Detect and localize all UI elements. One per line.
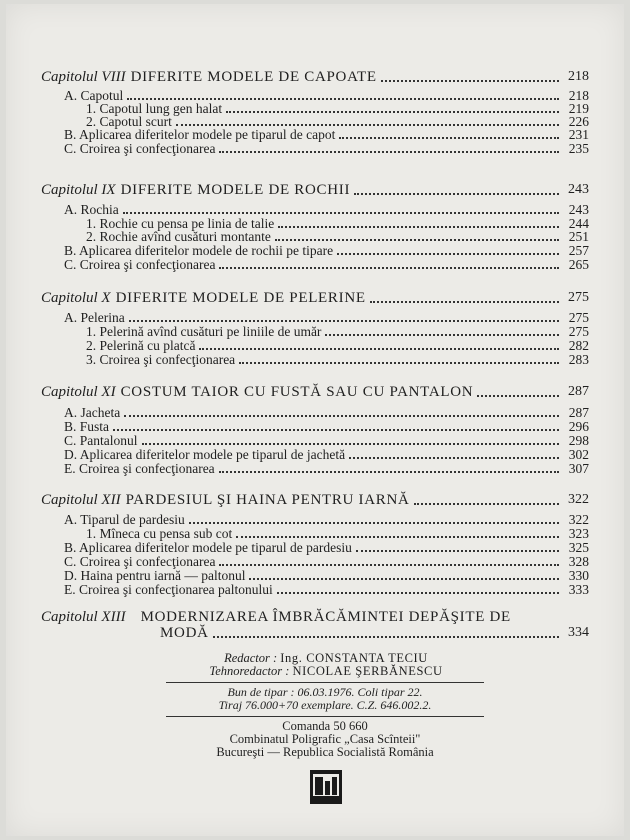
chapter-11-heading xyxy=(41,380,589,400)
credit-label: Tehnoredactor : xyxy=(209,664,290,678)
credit-name: NICOLAE ŞERBĂNESCU xyxy=(292,664,443,678)
toc-entry xyxy=(86,526,589,541)
page-number: 218 xyxy=(568,69,589,84)
page-number: 257 xyxy=(568,243,589,258)
dot-leader xyxy=(354,193,559,195)
dot-leader xyxy=(249,578,559,580)
entry-text: D. Haina pentru iarnă — paltonul xyxy=(64,568,246,583)
page-number: 322 xyxy=(568,512,589,527)
entry-text: 1. Mîneca cu pensa sub cot xyxy=(86,526,233,541)
toc-entry xyxy=(64,582,589,597)
entry-text: A. Pelerina xyxy=(64,310,125,325)
toc-entry xyxy=(64,202,589,217)
order-number: Comanda 50 660 xyxy=(282,719,368,733)
chapter-8-heading xyxy=(41,65,589,85)
page-number: 287 xyxy=(568,405,589,420)
dot-leader xyxy=(113,429,559,431)
divider xyxy=(166,716,484,717)
page-number: 244 xyxy=(568,216,589,231)
toc-entry xyxy=(64,257,589,272)
dot-leader xyxy=(127,98,559,100)
dot-leader xyxy=(356,550,559,552)
toc-entry xyxy=(64,127,589,142)
dot-leader xyxy=(414,503,559,505)
credit-name: Ing. CONSTANTA TECIU xyxy=(280,651,428,665)
toc-entry xyxy=(86,338,589,353)
chapter-label: Capitolul XII xyxy=(41,492,121,508)
toc-entry xyxy=(64,141,589,156)
dot-leader xyxy=(370,301,559,303)
entry-text: C. Pantalonul xyxy=(64,433,138,448)
chapter-10-heading xyxy=(41,286,589,306)
page-number: 328 xyxy=(568,554,589,569)
toc-entry xyxy=(64,568,589,583)
dot-leader xyxy=(226,111,559,113)
entry-text: A. Rochia xyxy=(64,202,119,217)
entry-text: D. Aplicarea diferitelor modele pe tiparul de jachetă xyxy=(64,447,346,462)
dot-leader xyxy=(129,320,559,322)
toc-entry xyxy=(64,540,589,555)
dot-leader xyxy=(219,267,559,269)
dot-leader xyxy=(381,80,559,82)
toc-entry xyxy=(64,461,589,476)
entry-text: 2. Rochie avînd cusături montante xyxy=(86,229,271,244)
dot-leader xyxy=(124,415,559,417)
entry-text: 1. Rochie cu pensa pe linia de talie xyxy=(86,216,275,231)
print-info-line: Tiraj 76.000+70 exemplare. C.Z. 646.002.2. xyxy=(218,698,432,712)
chapter-title: PARDESIUL ŞI HAINA PENTRU IARNĂ xyxy=(125,492,410,508)
page-number: 282 xyxy=(568,338,589,353)
dot-leader xyxy=(219,471,559,473)
page-number: 298 xyxy=(568,433,589,448)
entry-text: 3. Croirea şi confecţionarea xyxy=(86,352,236,367)
page-number: 287 xyxy=(568,384,589,399)
page-number: 275 xyxy=(568,324,589,339)
dot-leader xyxy=(275,239,559,241)
dot-leader xyxy=(325,334,559,336)
chapter-title: DIFERITE MODELE DE CAPOATE xyxy=(130,69,377,85)
entry-text: B. Fusta xyxy=(64,419,110,434)
dot-leader xyxy=(278,226,559,228)
toc-entry xyxy=(64,512,589,527)
page-number: 322 xyxy=(568,492,589,507)
chapter-title: DIFERITE MODELE DE ROCHII xyxy=(120,182,351,198)
page-number: 226 xyxy=(568,114,589,129)
toc-entry xyxy=(64,310,589,325)
toc-entry xyxy=(64,554,589,569)
page-number: 323 xyxy=(568,526,589,541)
chapter-12-heading xyxy=(41,488,589,508)
printer-name: Combinatul Poligrafic „Casa Scînteii" xyxy=(229,732,421,746)
dot-leader xyxy=(339,137,559,139)
print-info-line: Bun de tipar : 06.03.1976. Coli tipar 22. xyxy=(227,685,423,699)
entry-text: A. Jacheta xyxy=(64,405,121,420)
page-number: 231 xyxy=(568,127,589,142)
page-number: 251 xyxy=(568,229,589,244)
printer-location: Bucureşti — Republica Socialistă România xyxy=(216,745,434,759)
page-number: 275 xyxy=(568,290,589,305)
dot-leader xyxy=(213,636,559,638)
page-number: 334 xyxy=(568,625,589,640)
chapter-label: Capitolul XI xyxy=(41,384,116,400)
chapter-title-continued: MODĂ xyxy=(160,625,209,641)
entry-text: 1. Pelerină avînd cusături pe liniile de umăr xyxy=(86,324,322,339)
page-number: 283 xyxy=(568,352,589,367)
dot-leader xyxy=(477,395,559,397)
entry-text: 2. Capotul scurt xyxy=(86,114,172,129)
credit-label: Redactor : xyxy=(224,651,278,665)
toc-entry xyxy=(86,352,589,367)
chapter-title: COSTUM TAIOR CU FUSTĂ SAU CU PANTALON xyxy=(120,384,474,400)
page-number: 333 xyxy=(568,582,589,597)
dot-leader xyxy=(123,212,559,214)
dot-leader xyxy=(176,124,559,126)
dot-leader xyxy=(349,457,559,459)
dot-leader xyxy=(239,362,559,364)
dot-leader xyxy=(189,522,559,524)
page-number: 243 xyxy=(568,182,589,197)
dot-leader xyxy=(142,443,560,445)
chapter-title: DIFERITE MODELE DE PELERINE xyxy=(115,290,366,306)
entry-text: C. Croirea şi confecţionarea xyxy=(64,554,216,569)
dot-leader xyxy=(219,564,559,566)
page-number: 219 xyxy=(568,101,589,116)
chapter-label: Capitolul X xyxy=(41,290,111,306)
page-number: 307 xyxy=(568,461,589,476)
page-number: 235 xyxy=(568,141,589,156)
toc-entry xyxy=(64,243,589,258)
toc-entry xyxy=(64,447,589,462)
dot-leader xyxy=(337,253,559,255)
entry-text: A. Tiparul de pardesiu xyxy=(64,512,185,527)
divider xyxy=(166,682,484,683)
toc-entry xyxy=(64,419,589,434)
chapter-9-heading xyxy=(41,178,589,198)
entry-text: A. Capotul xyxy=(64,88,124,103)
chapter-title: MODERNIZAREA ÎMBRĂCĂMINTEI DEPĂŞITE DE xyxy=(140,609,511,625)
entry-text: E. Croirea şi confecţionarea xyxy=(64,461,215,476)
dot-leader xyxy=(199,348,559,350)
entry-text: 1. Capotul lung gen halat xyxy=(86,101,223,116)
entry-text: C. Croirea şi confecţionarea xyxy=(64,141,216,156)
dot-leader xyxy=(219,151,559,153)
page-number: 243 xyxy=(568,202,589,217)
page-number: 302 xyxy=(568,447,589,462)
technical-editor-credit xyxy=(166,665,486,678)
page-number: 330 xyxy=(568,568,589,583)
entry-text: E. Croirea şi confecţionarea paltonului xyxy=(64,582,273,597)
entry-text: B. Aplicarea diferitelor modele pe tiparul de capot xyxy=(64,127,336,142)
toc-entry xyxy=(64,405,589,420)
page-number: 296 xyxy=(568,419,589,434)
page-number: 275 xyxy=(568,310,589,325)
toc-entry xyxy=(86,324,589,339)
dot-leader xyxy=(277,592,559,594)
page-number: 218 xyxy=(568,88,589,103)
chapter-13-heading-line2 xyxy=(160,621,589,641)
chapter-label: Capitolul IX xyxy=(41,182,116,198)
toc-entry xyxy=(86,229,589,244)
page-number: 265 xyxy=(568,257,589,272)
book-page xyxy=(6,4,624,836)
toc-entry xyxy=(64,433,589,448)
entry-text: C. Croirea şi confecţionarea xyxy=(64,257,216,272)
entry-text: B. Aplicarea diferitelor modele pe tiparul de pardesiu xyxy=(64,540,352,555)
chapter-label: Capitolul VIII xyxy=(41,69,126,85)
page-number: 325 xyxy=(568,540,589,555)
entry-text: 2. Pelerină cu platcă xyxy=(86,338,196,353)
dot-leader xyxy=(236,536,559,538)
chapter-label: Capitolul XIII xyxy=(41,609,126,625)
publisher-emblem-icon xyxy=(310,770,342,804)
entry-text: B. Aplicarea diferitelor modele de rochii pe tipare xyxy=(64,243,334,258)
